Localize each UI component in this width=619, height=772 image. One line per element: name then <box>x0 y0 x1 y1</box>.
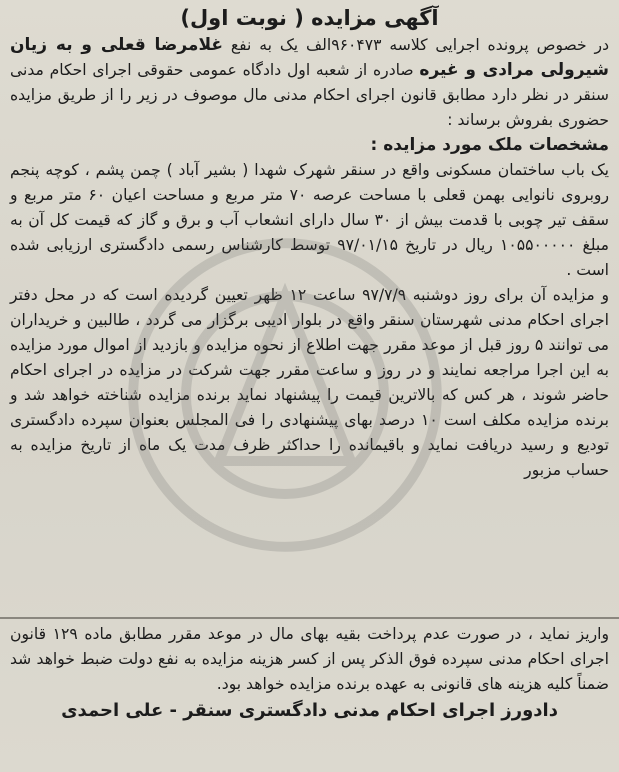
section-heading: مشخصات ملک مورد مزایده : <box>370 135 609 155</box>
notice-body <box>0 33 619 483</box>
clipping-divider <box>0 617 619 619</box>
property-description: یک باب ساختمان مسکونی واقع در سنقر شهرک شهدا ( بشیر آباد ) چمن پشم ، کوچه پنجم روبروی نانوایی بهمن قعلی با مساحت عرصه ۷۰ متر مربع و مساحت اعیان ۶۰ متر مربع و سقف تیر چوبی با قدمت بیش از ۳۰ سال دارای انشعاب آب و برق و گاز که قیمت کل آن به مبلغ ۱۰۵۵۰۰۰۰۰ ریال در تاریخ ۹۷/۰۱/۱۵ توسط کارشناس رسمی دادگستری ارزیابی شده است . <box>10 161 609 279</box>
auction-terms: و مزایده آن برای روز دوشنبه ۹۷/۷/۹ ساعت ۱۲ ظهر تعیین گردیده است که در محل دفتر اجرای احکام مدنی شهرستان سنقر واقع در بلوار ادیبی برگزار می گردد ، طالبین و خریداران می توانند ۵ روز قبل از موعد مقرر جهت اطلاع از نحوه مزایده و بازدید از اموال مورد مزایده به این اجرا مراجعه نمایند و در روز و ساعت مقرر جهت شرکت در مزایده در اجرای احکام حاضر شوند ، هر کس که بالاترین قیمت را پیشنهاد نماید برنده مزایده شناخته خواهد شد و برنده مزایده مکلف است ۱۰ درصد بهای پیشنهادی را فی المجلس بعنوان سپرده دادگستری تودیع و رسید دریافت نماید و باقیمانده را حداکثر ظرف مدت یک ماه از تاریخ مزایده به حساب مزبور <box>10 286 609 479</box>
notice-continuation-block <box>0 622 619 725</box>
intro-text-before: در خصوص پرونده اجرایی کلاسه ۹۶۰۴۷۳الف یک به نفع <box>222 36 610 54</box>
intro-text-after: صادره از شعبه اول دادگاه عمومی حقوقی اجرای احکام مدنی سنقر در نظر دارد مطابق قانون اجرای احکام مدنی مال موصوف در زیر را از طریق مزایده حضوری بفروش برساند : <box>10 61 609 129</box>
continuation-paragraph: واریز نماید ، در صورت عدم پرداخت بقیه بهای مال در موعد مقرر مطابق ماده ۱۲۹ قانون اجرای احکام مدنی سپرده فوق الذکر پس از کسر هزینه مزایده به نفع دولت ضبط خواهد شد ضمناً کلیه هزینه های قانونی به عهده برنده مزایده خواهد بود. <box>10 625 609 693</box>
notice-title: آگهی مزایده ( نوبت اول) <box>180 6 439 30</box>
intro-parties: غلامرضا قعلی و به زیان شیرولی مرادی و غیره <box>10 35 609 80</box>
intro-paragraph <box>10 33 609 133</box>
signature: دادورز اجرای احکام مدنی دادگستری سنقر - علی احمدی <box>61 700 558 721</box>
